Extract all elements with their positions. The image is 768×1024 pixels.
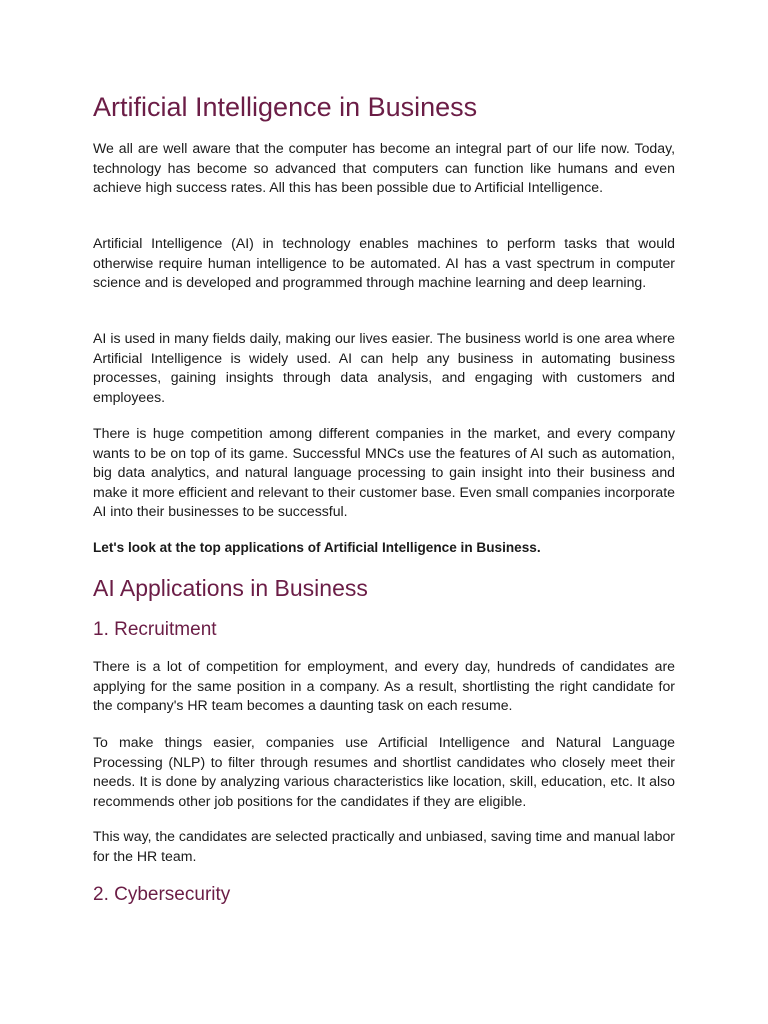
subsection-heading-recruitment: 1. Recruitment bbox=[93, 619, 217, 640]
intro-paragraph-1: We all are well aware that the computer has become an integral part of our life now. Today, technology has become so advanced that computers can function like humans and even achieve high success rates. All this has been possible due to Artificial Intelligence. bbox=[93, 140, 675, 195]
intro-paragraph-3: AI is used in many fields daily, making our lives easier. The business world is one area where Artificial Intelligence is widely used. AI can help any business in automating business processes, gaining insights through data analysis, and engaging with customers and employees. bbox=[93, 330, 675, 405]
lead-in-text: Let's look at the top applications of Artificial Intelligence in Business. bbox=[93, 540, 541, 555]
intro-paragraph-2: Artificial Intelligence (AI) in technology enables machines to perform tasks that would otherwise require human intelligence to be automated. AI has a vast spectrum in computer science and is developed and programmed through machine learning and deep learning. bbox=[93, 235, 675, 290]
section-heading: AI Applications in Business bbox=[93, 575, 368, 601]
subsection-heading-cybersecurity: 2. Cybersecurity bbox=[93, 884, 231, 905]
intro-paragraph-4: There is huge competition among different companies in the market, and every company wants to be on top of its game. Successful MNCs use the features of AI such as automation, big data analytics, and natural language processing to gain insight into their business and make it more efficient and relevant to their customer base. Even small companies incorporate AI into their businesses to be successful. bbox=[93, 425, 675, 519]
recruitment-paragraph-3: This way, the candidates are selected practically and unbiased, saving time and manual labor for the HR team. bbox=[93, 828, 675, 864]
recruitment-paragraph-2: To make things easier, companies use Artificial Intelligence and Natural Language Processing (NLP) to filter through resumes and shortlist candidates who closely meet their needs. It is done by analyzing various characteristics like location, skill, education, etc. It also recommends other job positions for the candidates if they are eligible. bbox=[93, 734, 675, 809]
page-title: Artificial Intelligence in Business bbox=[93, 92, 478, 122]
recruitment-paragraph-1: There is a lot of competition for employment, and every day, hundreds of candidates are applying for the same position in a company. As a result, shortlisting the right candidate for the company's HR team becomes a daunting task on each resume. bbox=[93, 658, 675, 713]
